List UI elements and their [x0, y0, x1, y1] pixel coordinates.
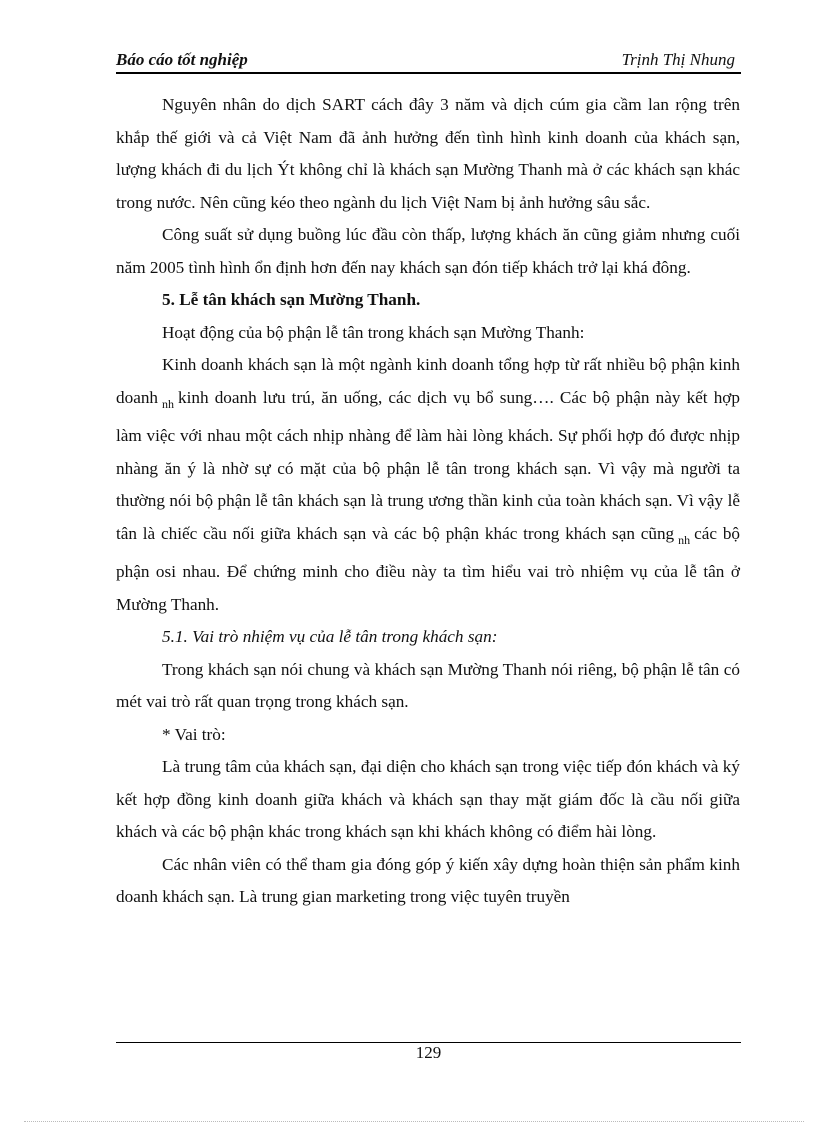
paragraph-sars-impact: Nguyên nhân do dịch SART cách đây 3 năm và dịch cúm gia cầm lan rộng trên khắp thế giới và cả Việt Nam đã ảnh hưởng đến tình hình kinh doanh của khách sạn, lượng khách đi du lịch Ýt không chỉ là khách sạn Mường Thanh mà ở các khách sạn khác trong nước. Nên cũng kéo theo ngành du lịch Việt Nam bị ảnh hưởng sâu sắc.: [116, 95, 740, 212]
page-bottom-edge: [24, 1121, 804, 1122]
paragraph-hotel-business-part-3: các bộ phận osi nhau. Để chứng minh cho điều này ta tìm hiểu vai trò nhiệm vụ của lễ tân ở Mường Thanh.: [116, 523, 741, 614]
header-report-title: Báo cáo tốt nghiệp: [116, 50, 248, 69]
page-number: 129: [415, 1043, 442, 1062]
paragraph-hotel-business: [116, 349, 740, 621]
paragraph-staff-contribution: Các nhân viên có thể tham gia đóng góp ý kiến xây dựng hoàn thiện sản phẩm kinh doanh khách sạn. Là trung gian marketing trong việc tuyên truyền: [116, 854, 740, 906]
paragraph-room-capacity: Công suất sử dụng buồng lúc đầu còn thấp, lượng khách ăn cũng giảm nhưng cuối năm 2005 tình hình ổn định hơn đến nay khách sạn đón tiếp khách trở lại khá đông.: [116, 225, 740, 277]
section-heading-5: 5. Lễ tân khách sạn Mường Thanh.: [162, 290, 421, 309]
paragraph-hotel-business-part-1: Kinh doanh khách sạn là một ngành kinh doanh tổng hợp từ rất nhiều bộ phận kinh doanh: [116, 355, 740, 407]
subscript-fragment-2: nh: [678, 532, 691, 547]
paragraph-reception-activity: Hoạt động của bộ phận lễ tân trong khách sạn Mường Thanh:: [162, 322, 585, 342]
subscript-fragment-1: nh: [162, 396, 175, 411]
section-heading-5-1: 5.1. Vai trò nhiệm vụ của lễ tân trong khách sạn:: [162, 627, 498, 646]
paragraph-reception-importance: Trong khách sạn nói chung và khách sạn Mường Thanh nói riêng, bộ phận lễ tân có mét vai trò rất quan trọng trong khách sạn.: [116, 659, 740, 711]
document-body: [116, 89, 740, 914]
page-header: [116, 48, 741, 74]
list-label-role: * Vai trò:: [162, 724, 226, 744]
header-author-name: Trịnh Thị Nhung: [621, 50, 735, 69]
paragraph-hotel-business-part-2: kinh doanh lưu trú, ăn uống, các dịch vụ bổ sung…. Các bộ phận này kết hợp làm việc với nhau một cách nhịp nhàng để làm hài lòng khách. Sự phối hợp đó được nhịp nhàng ăn ý là nhờ sự có mặt của bộ phận lễ tân trong khách sạn. Vì vậy mà người ta thường nói bộ phận lễ tân khách sạn là trung ương thần kinh của toàn khách sạn. Vì vậy lễ tân là chiếc cầu nối giữa khách sạn và các bộ phận khác trong khách sạn cũng: [116, 387, 740, 543]
paragraph-role-center: Là trung tâm của khách sạn, đại diện cho khách sạn trong việc tiếp đón khách và ký kết hợp đồng kinh doanh giữa khách và khách sạn thay mặt giám đốc là cầu nối giữa khách và các bộ phận khác trong khách sạn khi khách không có điểm hài lòng.: [116, 757, 740, 841]
